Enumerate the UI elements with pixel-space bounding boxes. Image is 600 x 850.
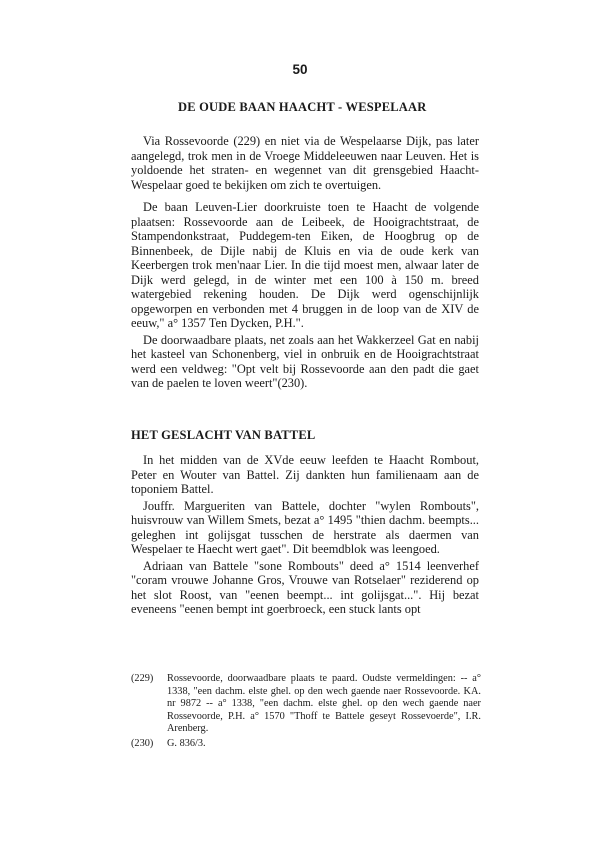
paragraph: Via Rossevoorde (229) en niet via de Wespelaarse Dijk, pas later aangelegd, trok men in de Vroege Middeleeuwen naar Leuven. Het is yoldoende het straten- en wegennet van dit grensgebied Haacht-Wespelaar goed te bekijken om zich te overtuigen. (131, 134, 479, 192)
footnote-number: (230) (131, 737, 154, 749)
footnotes (131, 673, 481, 753)
footnote (131, 673, 481, 736)
section-title-oude-baan: DE OUDE BAAN HAACHT - WESPELAAR (178, 100, 427, 114)
section-body-oude-baan-intro (131, 134, 479, 192)
page-number: 50 (292, 62, 308, 77)
paragraph: Jouffr. Margueriten van Battele, dochter "wylen Rombouts", huisvrouw van Willem Smets, bezat a° 1495 "thien dachm. beempts... geleghen int golijsgat tusschen de herstrate als daermen van Wespelaer te Haecht wert gaet". Dit beemdblok was leengoed. (131, 498, 479, 556)
paragraph: Adriaan van Battele "sone Rombouts" deed a° 1514 leenverhef "coram vrouwe Johanne Gros, Vrouwe van Rotselaer" reziderend op het slot Roost, van "eenen beempt... int golijsgat...". Hij bezat eveneens "eenen bempt int goerbroeck, een stuck lants opt (131, 558, 479, 616)
footnote-text: G. 836/3. (167, 737, 206, 749)
paragraph: De doorwaadbare plaats, net zoals aan het Wakkerzeel Gat en nabij het kasteel van Schonenberg, viel in onbruik en de Hooigrachtstraat werd een veldweg: "Opt velt bij Rossevoorde aan den padt die gaet van de paelen te loven weert"(230). (131, 332, 479, 390)
section-title-geslacht-battel: HET GESLACHT VAN BATTEL (131, 428, 316, 442)
paragraph: De baan Leuven-Lier doorkruiste toen te Haacht de volgende plaatsen: Rossevoorde aan de Leibeek, de Hooigrachtstraat, de Stampendonkstraat, Puddegem-ten Eiken, de Hoogbrug op de Binnenbeek, de Dijle nabij de Kluis en via de oude kerk van Keerbergen trok men'naar Lier. In die tijd moest men, alwaar later de Dijk werd gelegd, in de winter met een 100 à 150 m. breed watergebied rekening houden. De Dijk werd ogenschijnlijk opgeworpen en verbonden met 4 bruggen in de loop van de XIV de eeuw," a° 1357 Ten Dycken, P.H.". (131, 200, 479, 330)
footnote-number: (229) (131, 673, 154, 684)
section-body-geslacht-battel (131, 453, 479, 617)
paragraph: In het midden van de XVde eeuw leefden te Haacht Rombout, Peter en Wouter van Battel. Zij dankten hun familienaam aan de toponiem Battel. (131, 453, 479, 496)
footnote-text: Rossevoorde, doorwaadbare plaats te paard. Oudste vermeldingen: -- a° 1338, "een dachm. elste ghel. op den wech gaende naer Rossevoorde. KA. nr 9872 -- a° 1338, "een dachm. elste ghel. op den wech gaende naer Rossevoorde, P.H. a° 1570 "Thoff te Battele geseyt Rossevoerde", I.R. Arenberg. (167, 673, 481, 735)
footnote (131, 738, 481, 751)
section-body-oude-baan (131, 200, 479, 391)
